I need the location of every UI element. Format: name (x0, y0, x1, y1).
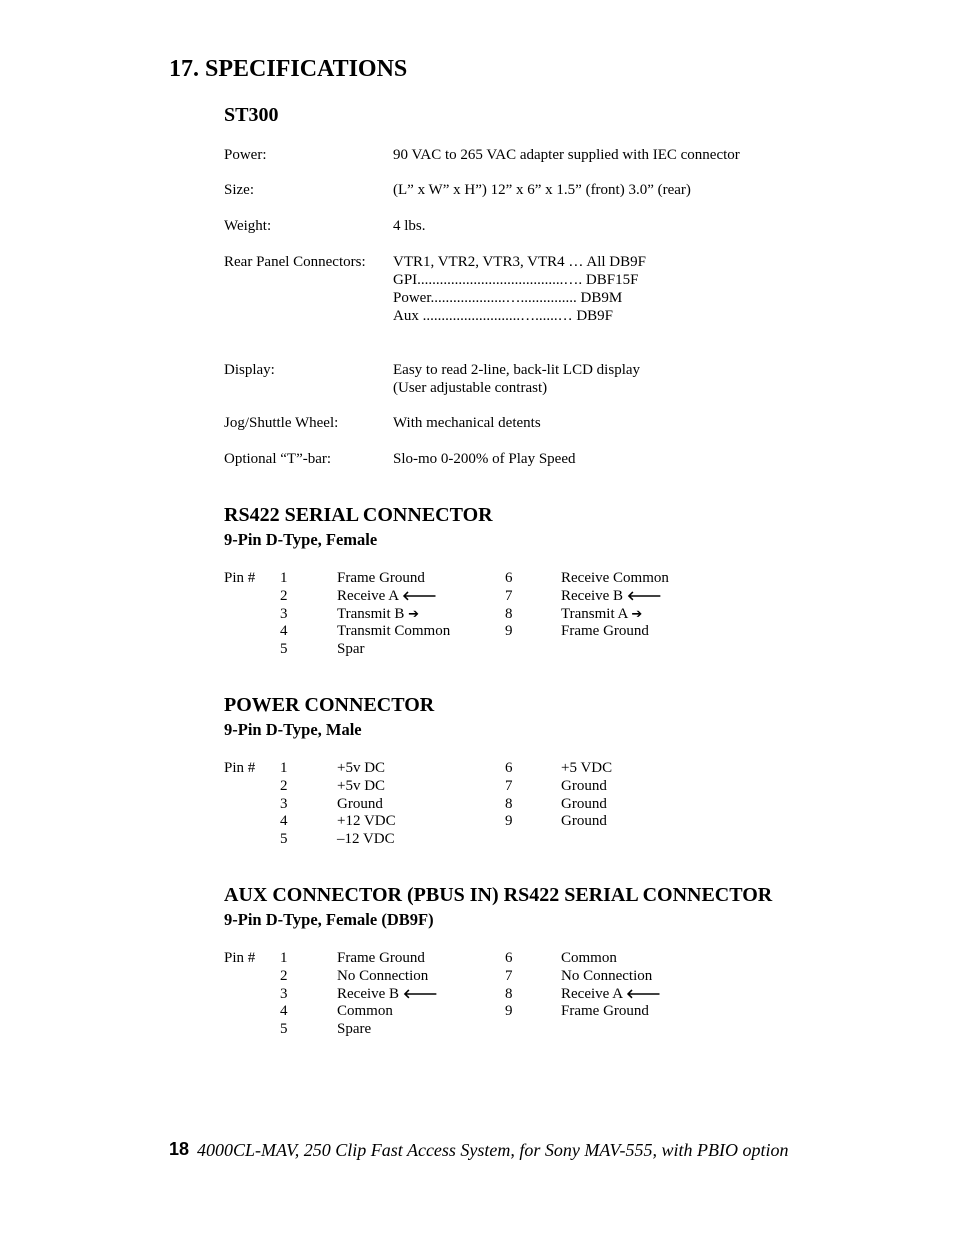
size-value: (L” x W” x H”) 12” x 6” x 1.5” (front) 3.0” (rear) (393, 182, 691, 198)
aux-right-pin-numbers (505, 949, 513, 1020)
pin-name: Spar (337, 641, 365, 658)
rs422-right-pin-names (561, 569, 669, 640)
pin-name: Common (337, 1003, 393, 1020)
pin-name: Spare (337, 1021, 372, 1038)
pin-name: Receive A 🡐 (561, 985, 661, 1002)
pin-number: 1 (280, 760, 288, 776)
aux-pin-label: Pin # (224, 950, 256, 966)
pin-name: Ground (561, 795, 607, 812)
pin-name: Common (561, 950, 617, 966)
st300-heading: ST300 (224, 104, 279, 126)
arrow-right-icon: ➔ (631, 606, 643, 622)
pin-number: 7 (505, 587, 513, 604)
power-left-pin-numbers (280, 759, 288, 848)
aux-connector-subheading: 9-Pin D-Type, Female (DB9F) (224, 910, 434, 929)
pin-name: No Connection (337, 967, 429, 984)
aux-left-pin-numbers (280, 949, 288, 1038)
pin-number: 3 (280, 795, 288, 812)
jog-value: With mechanical detents (393, 415, 541, 431)
pin-number: 7 (505, 967, 513, 984)
pin-name: +12 VDC (337, 813, 396, 830)
pin-name: –12 VDC (337, 831, 395, 848)
pin-number: 5 (280, 641, 288, 658)
aux-connector-heading: AUX CONNECTOR (PBUS IN) RS422 SERIAL CONNECTOR (224, 884, 773, 906)
pin-name: Ground (561, 813, 607, 830)
pin-name: +5v DC (337, 760, 386, 776)
rs422-left-pin-numbers (280, 569, 288, 658)
rs422-subheading: 9-Pin D-Type, Female (224, 530, 378, 549)
pin-name: Ground (337, 795, 383, 812)
arrow-right-icon: ➔ (408, 606, 420, 622)
pin-number: 6 (505, 950, 513, 966)
rear-panel-value-1: VTR1, VTR2, VTR3, VTR4 … All DB9F (393, 254, 646, 270)
pin-number: 8 (505, 605, 513, 622)
pin-number: 4 (280, 813, 288, 830)
pin-name: Frame Ground (337, 950, 425, 966)
pin-number: 2 (280, 587, 288, 604)
weight-label: Weight: (224, 218, 272, 234)
pin-name: +5v DC (337, 777, 386, 794)
power-left-pin-names (337, 759, 396, 848)
pin-name: Transmit B ➔ (337, 605, 420, 622)
pin-number: 4 (280, 623, 288, 640)
pin-number: 1 (280, 570, 288, 586)
aux-right-pin-names (561, 949, 661, 1020)
pin-number: 2 (280, 967, 288, 984)
rs422-left-pin-names (337, 569, 450, 658)
footer-text: 4000CL-MAV, 250 Clip Fast Access System, for Sony MAV-555, with PBIO option (197, 1140, 789, 1160)
power-label: Power: (224, 147, 267, 163)
arrow-left-icon: 🡐 (625, 986, 661, 1002)
display-value-2: (User adjustable contrast) (393, 380, 548, 396)
power-pin-label: Pin # (224, 760, 256, 776)
pin-number: 9 (505, 1003, 513, 1020)
pin-name: Frame Ground (561, 623, 649, 640)
pin-name: Transmit Common (337, 623, 451, 640)
pin-name: Frame Ground (561, 1003, 649, 1020)
arrow-left-icon: 🡐 (401, 588, 437, 604)
rs422-right-pin-numbers (505, 569, 513, 640)
display-value-1: Easy to read 2-line, back-lit LCD display (393, 362, 641, 378)
pin-name: Receive A 🡐 (337, 587, 437, 604)
power-connector-heading: POWER CONNECTOR (224, 694, 435, 716)
power-value: 90 VAC to 265 VAC adapter supplied with IEC connector (393, 147, 740, 163)
pin-number: 3 (280, 985, 288, 1002)
pin-name: No Connection (561, 967, 653, 984)
weight-value: 4 lbs. (393, 218, 426, 234)
pin-name: Receive B 🡐 (337, 985, 438, 1002)
pin-number: 8 (505, 795, 513, 812)
arrow-left-icon: 🡐 (402, 986, 438, 1002)
pin-name: +5 VDC (561, 760, 613, 776)
rear-panel-value-3: Power....................…............... DB9M (393, 290, 623, 306)
pin-number: 7 (505, 777, 513, 794)
page-number: 18 (169, 1139, 190, 1159)
rs422-pin-label: Pin # (224, 570, 256, 586)
tbar-value: Slo-mo 0-200% of Play Speed (393, 451, 576, 467)
display-label: Display: (224, 362, 275, 378)
power-right-pin-names (561, 759, 612, 830)
power-right-pin-numbers (505, 759, 513, 830)
rear-panel-value-2: GPI.......................................…. DBF15F (393, 272, 639, 288)
size-label: Size: (224, 182, 254, 198)
aux-left-pin-names (337, 949, 438, 1038)
pin-number: 6 (505, 760, 513, 776)
pin-number: 9 (505, 813, 513, 830)
rs422-heading: RS422 SERIAL CONNECTOR (224, 504, 493, 526)
rear-panel-label: Rear Panel Connectors: (224, 254, 366, 270)
pin-number: 5 (280, 831, 288, 848)
pin-name: Ground (561, 777, 607, 794)
pin-number: 4 (280, 1003, 288, 1020)
pin-name: Receive Common (561, 570, 669, 586)
tbar-label: Optional “T”-bar: (224, 451, 332, 467)
pin-number: 6 (505, 570, 513, 586)
arrow-left-icon: 🡐 (626, 588, 662, 604)
pin-name: Transmit A ➔ (561, 605, 643, 622)
section-title: 17. SPECIFICATIONS (169, 56, 408, 82)
jog-label: Jog/Shuttle Wheel: (224, 415, 339, 431)
pin-name: Receive B 🡐 (561, 587, 662, 604)
pin-number: 8 (505, 985, 513, 1002)
power-connector-subheading: 9-Pin D-Type, Male (224, 720, 362, 739)
pin-number: 2 (280, 777, 288, 794)
pin-number: 1 (280, 950, 288, 966)
pin-number: 9 (505, 623, 513, 640)
pin-name: Frame Ground (337, 570, 425, 586)
pin-number: 3 (280, 605, 288, 622)
pin-number: 5 (280, 1021, 288, 1038)
rear-panel-value-4: Aux ..........................…......… DB9F (393, 308, 614, 324)
